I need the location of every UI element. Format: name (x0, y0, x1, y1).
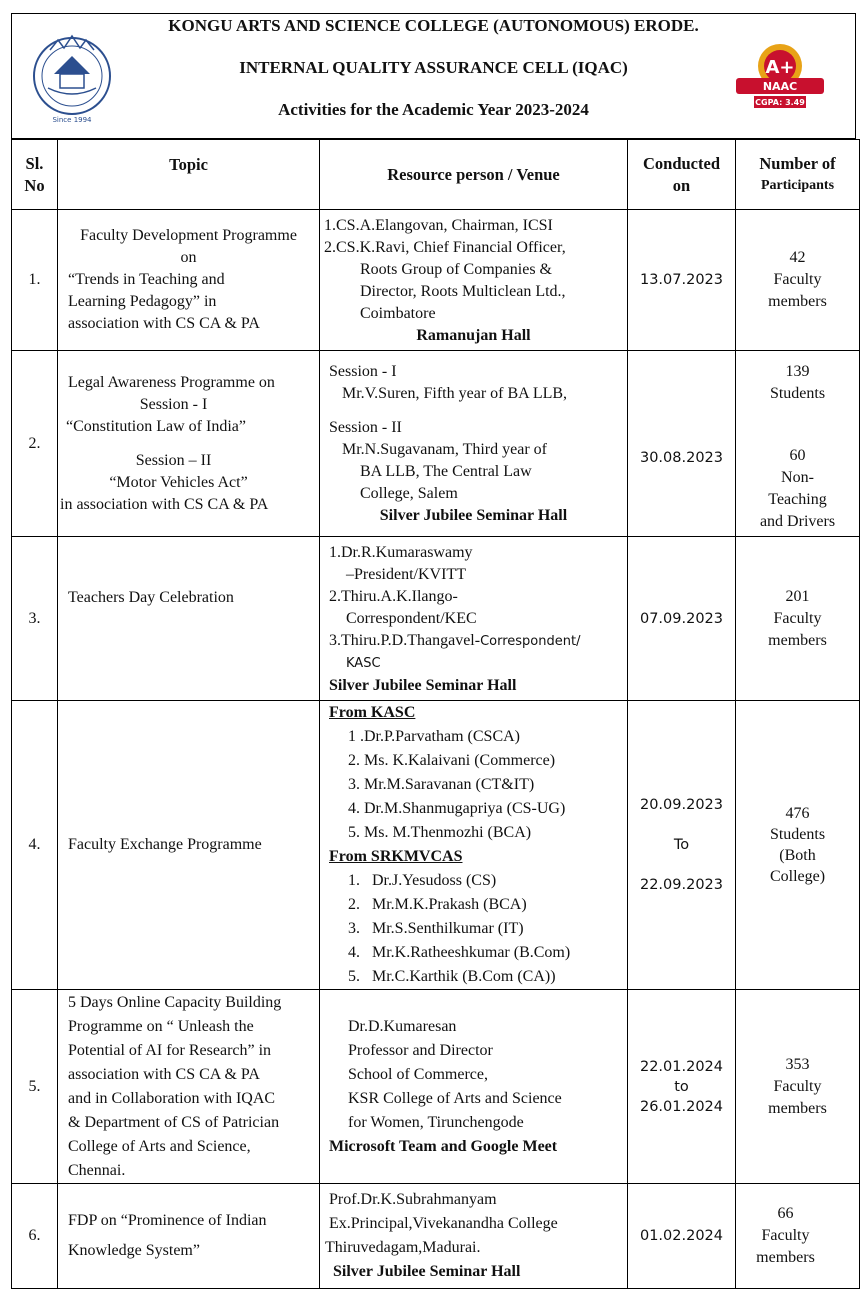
row-resource: 1.CS.A.Elangovan, Chairman, ICSI 2.CS.K.Ravi, Chief Financial Officer, Roots Group of Companies & Director, Roots Multiclean Ltd., Coimbatore Ramanujan Hall (320, 210, 628, 351)
row-participants: 42 Faculty members (736, 210, 860, 351)
row-venue: Silver Jubilee Seminar Hall (379, 506, 568, 524)
row-venue: Microsoft Team and Google Meet (329, 1137, 558, 1155)
row-sl: 5. (12, 990, 58, 1184)
row-participants: 476 Students (Both College) (736, 701, 860, 990)
row-date: 13.07.2023 (628, 210, 736, 351)
row-sl: 2. (12, 351, 58, 537)
table-row (12, 701, 860, 990)
row-resource: Dr.D.Kumaresan Professor and Director School of Commerce, KSR College of Arts and Science for Women, Tirunchengode Microsoft Team and Google Meet (320, 990, 628, 1184)
table-row (12, 537, 860, 701)
col-topic: Topic (58, 140, 320, 210)
naac-badge-icon (734, 40, 826, 110)
row-resource: Prof.Dr.K.Subrahmanyam Ex.Principal,Vivekanandha College Thiruvedagam,Madurai. Silver Jubilee Seminar Hall (320, 1184, 628, 1289)
badge-grade: A+ (765, 57, 795, 78)
row-sl: 1. (12, 210, 58, 351)
row-topic: 5 Days Online Capacity Building Programme on “ Unleash the Potential of AI for Research” in association with CS CA & PA and in Collaboration with IQAC & Department of CS of Patrician College of Arts and Science, Chennai. (58, 990, 320, 1184)
row-resource: From KASC 1 .Dr.P.Parvatham (CSCA) 2. Ms. K.Kalaivani (Commerce) 3. Mr.M.Saravanan (CT&IT) 4. Dr.M.Shanmugapriya (CS-UG) 5. Ms. M.Thenmozhi (BCA) From SRKMVCAS 1. Dr.J.Yesudoss (CS) 2. Mr.M.K.Prakash (BCA) 3. Mr.S.Senthilkumar (IT) 4. Mr.K.Ratheeshkumar (B.Com) 5. Mr.C.Karthik (B.Com (CA)) (320, 701, 628, 990)
table-row (12, 990, 860, 1184)
row-date: 20.09.2023 To 22.09.2023 (628, 701, 736, 990)
group-srkmvcas-title: From SRKMVCAS (329, 848, 463, 865)
row-sl: 4. (12, 701, 58, 990)
row-date: 07.09.2023 (628, 537, 736, 701)
row-venue: Silver Jubilee Seminar Hall (329, 676, 517, 694)
document-header (11, 13, 856, 139)
badge-cgpa: CGPA: 3.49 (755, 98, 805, 107)
activities-table (11, 139, 860, 1289)
row-participants: 201 Faculty members (736, 537, 860, 701)
col-resource: Resource person / Venue (320, 140, 628, 210)
row-participants: 66 Faculty members (736, 1184, 860, 1289)
row-venue: Silver Jubilee Seminar Hall (333, 1263, 521, 1280)
col-participants: Number of Participants (736, 140, 860, 210)
row-resource: Session - I Mr.V.Suren, Fifth year of BA LLB, Session - II Mr.N.Sugavanam, Third year of BA LLB, The Central Law College, Salem Silver Jubilee Seminar Hall (320, 351, 628, 537)
row-venue: Ramanujan Hall (416, 327, 531, 344)
badge-naac: NAAC (762, 80, 798, 93)
row-sl: 3. (12, 537, 58, 701)
row-topic: FDP on “Prominence of Indian Knowledge System” (58, 1184, 320, 1289)
row-sl: 6. (12, 1184, 58, 1289)
row-date: 01.02.2024 (628, 1184, 736, 1289)
row-date: 30.08.2023 (628, 351, 736, 537)
col-conducted: Conducted on (628, 140, 736, 210)
table-row (12, 210, 860, 351)
row-topic: Faculty Development Programme on “Trends in Teaching and Learning Pedagogy” in association with CS CA & PA (58, 210, 320, 351)
table-row (12, 1184, 860, 1289)
col-sl: Sl. No (12, 140, 58, 210)
document-title: Activities for the Academic Year 2023-2024 (278, 100, 589, 119)
college-name: KONGU ARTS AND SCIENCE COLLEGE (AUTONOMOUS) ERODE. (168, 16, 699, 35)
row-date: 22.01.2024 to 26.01.2024 (628, 990, 736, 1184)
row-topic: Legal Awareness Programme on Session - I “Constitution Law of India” Session – II “Motor Vehicles Act” in association with CS CA & PA (58, 351, 320, 537)
table-row (12, 351, 860, 537)
cell-name: INTERNAL QUALITY ASSURANCE CELL (IQAC) (239, 58, 628, 77)
group-kasc-title: From KASC (329, 704, 416, 721)
row-topic: Teachers Day Celebration (58, 537, 320, 701)
row-resource: 1.Dr.R.Kumaraswamy –President/KVITT 2.Thiru.A.K.Ilango- Correspondent/KEC 3.Thiru.P.D.Thangavel-Correspondent/ KASC Silver Jubilee Seminar Hall (320, 537, 628, 701)
row-participants: 139 Students 60 Non- Teaching and Drivers (736, 351, 860, 537)
logo-since-text: Since 1994 (52, 116, 92, 124)
document-page (11, 13, 856, 1289)
table-header-row (12, 140, 860, 210)
row-topic: Faculty Exchange Programme (58, 701, 320, 990)
row-participants: 353 Faculty members (736, 990, 860, 1184)
